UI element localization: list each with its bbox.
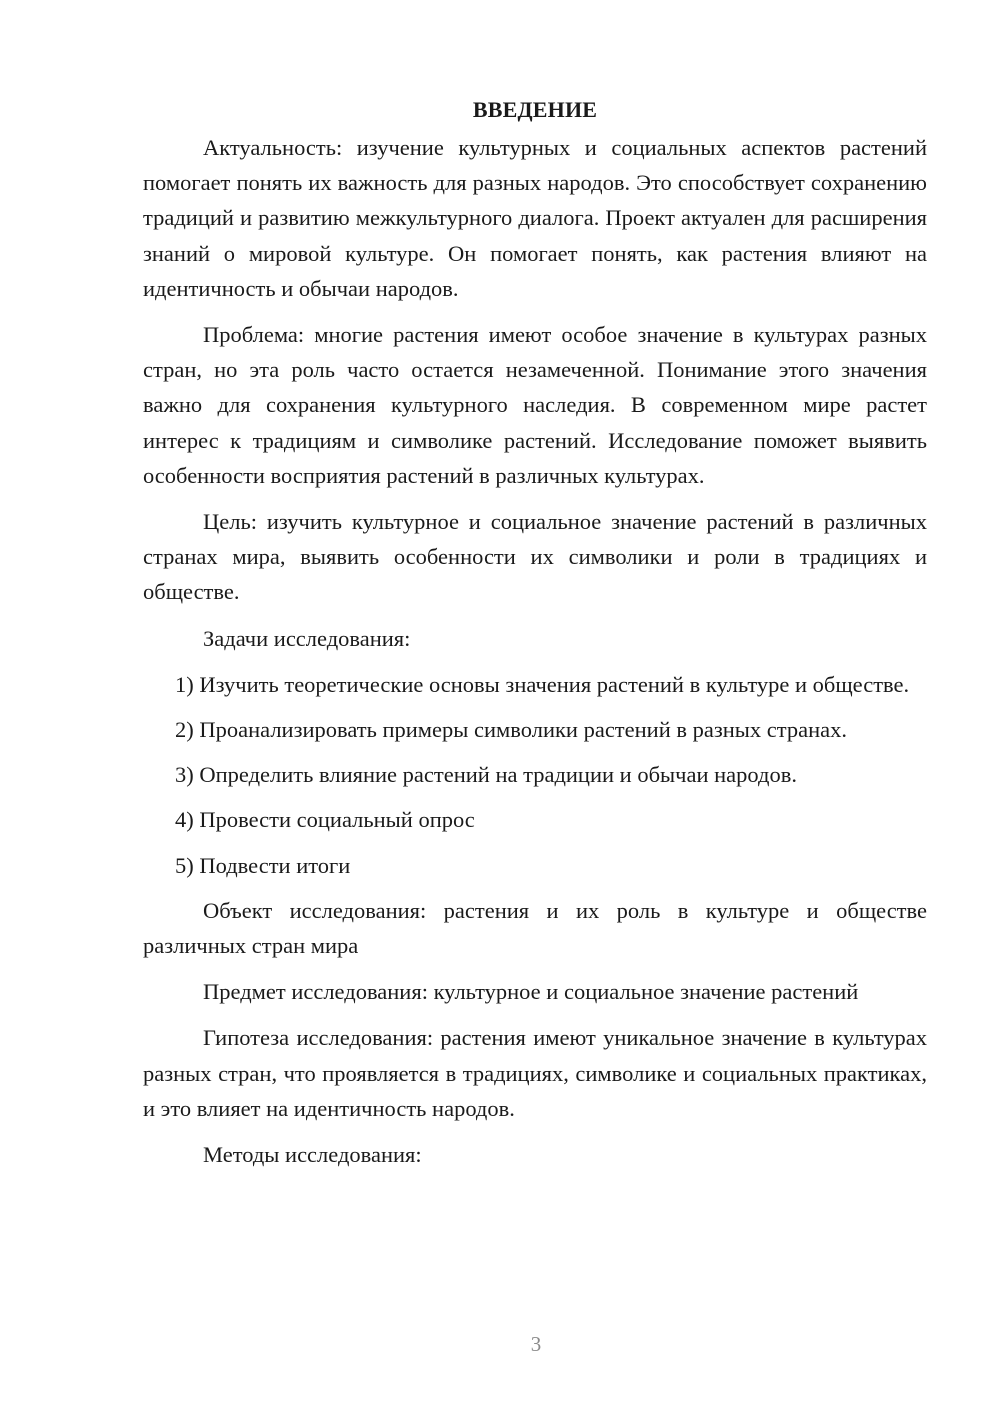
page-title: ВВЕДЕНИЕ [472,97,598,122]
page-number: 3 [530,1332,542,1356]
relevance-paragraph: Актуальность: изучение культурных и социальных аспектов растений помогает понять их важность для разных народов. Это способствует сохранению традиций и развитию межкультурного диалога. Проект актуален для расширения знаний о мировой культуре. Он помогает понять, как растения влияют на идентичность и обычаи народов. [143,135,927,301]
methods-heading: Методы исследования: [203,1142,422,1168]
document-page [143,92,927,1183]
task-item-3: 3) Определить влияние растений на традиции и обычаи народов. [175,762,797,788]
task-item-2: 2) Проанализировать примеры символики растений в разных странах. [175,717,848,743]
task-item-1: 1) Изучить теоретические основы значения растений в культуре и обществе. [175,671,910,697]
object-paragraph: Объект исследования: растения и их роль в культуре и обществе различных стран мира [143,897,927,959]
subject-paragraph: Предмет исследования: культурное и социальное значение растений [203,979,859,1005]
tasks-heading: Задачи исследования: [203,625,411,651]
hypothesis-paragraph: Гипотеза исследования: растения имеют уникальное значение в культурах разных стран, что проявляется в традициях, символике и социальных практиках, и это влияет на идентичность народов. [143,1025,927,1121]
task-item-4: 4) Провести социальный опрос [175,807,475,833]
goal-paragraph: Цель: изучить культурное и социальное значение растений в различных странах мира, выявить особенности их символики и роли в традициях и обществе. [143,509,927,605]
problem-paragraph: Проблема: многие растения имеют особое значение в культурах разных стран, но эта роль часто остается незамеченной. Понимание этого значения важно для сохранения культурного наследия. В современном мире растет интерес к традициям и символике растений. Исследование поможет выявить особенности восприятия растений в различных культурах. [143,322,927,488]
task-item-5: 5) Подвести итоги [175,852,351,878]
